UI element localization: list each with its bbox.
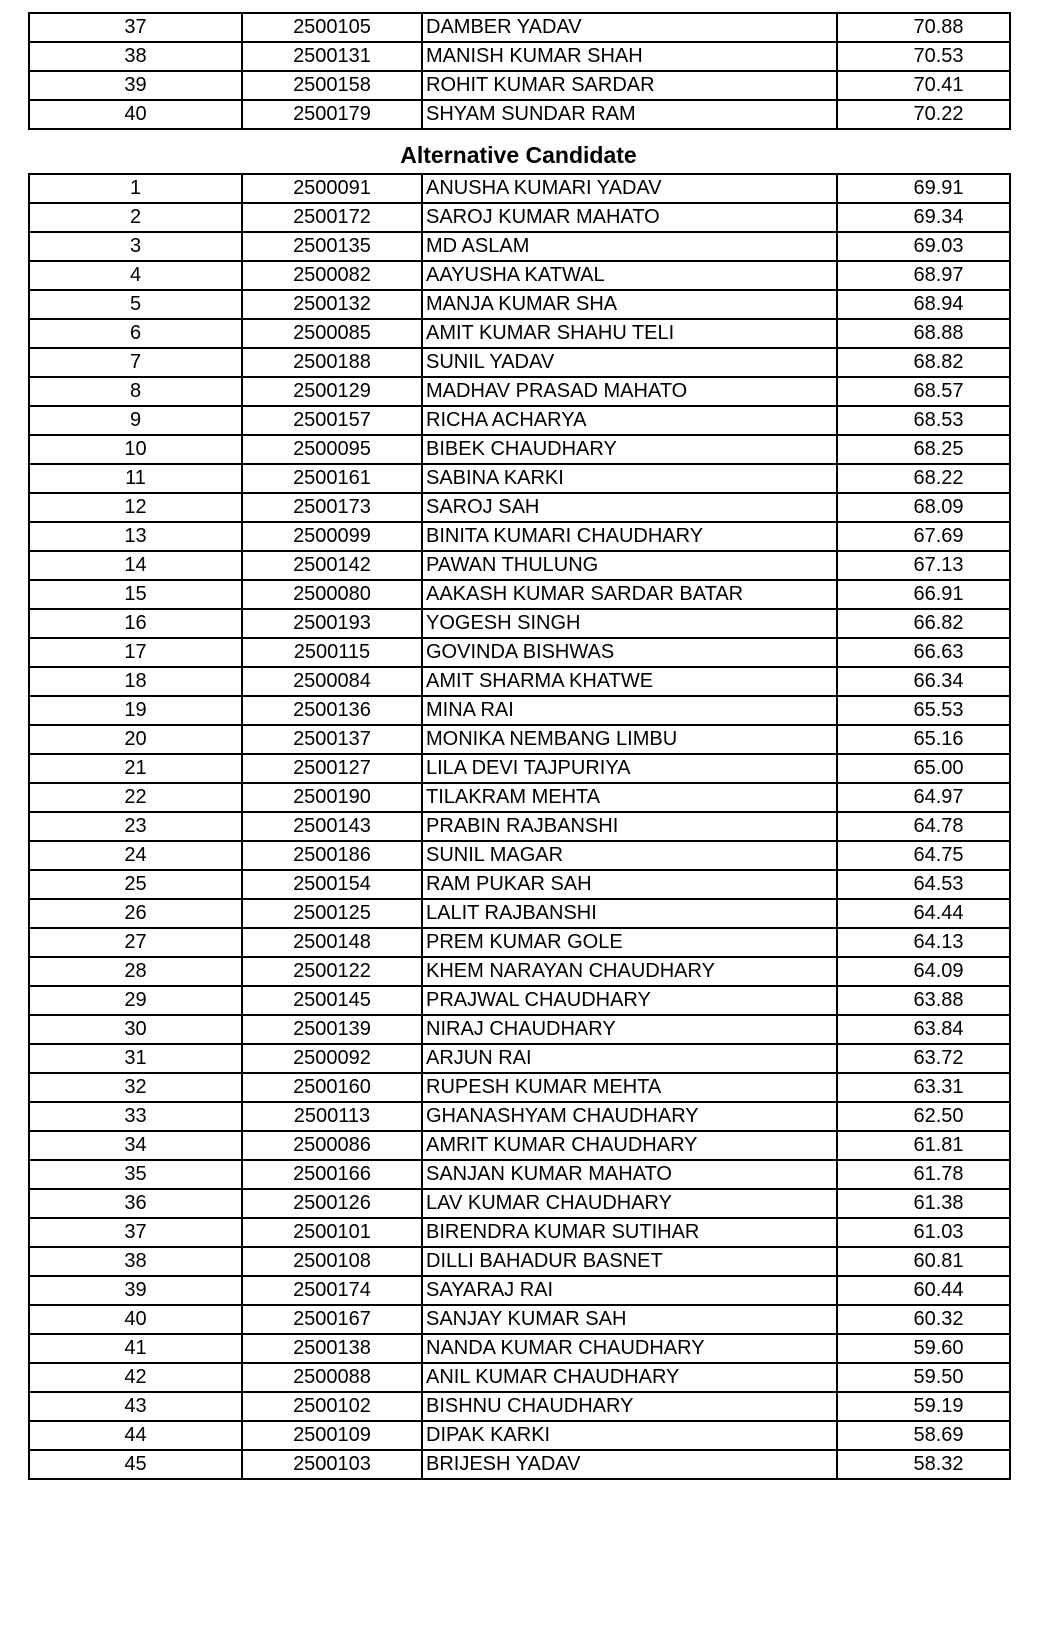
candidate-name-cell: ANUSHA KUMARI YADAV [422, 174, 837, 203]
marks-cell: 67.13 [837, 551, 1010, 580]
roll-number-cell: 2500080 [242, 580, 422, 609]
table-row [29, 13, 1010, 42]
candidate-name-cell: BINITA KUMARI CHAUDHARY [422, 522, 837, 551]
marks-cell: 66.34 [837, 667, 1010, 696]
table-row [29, 290, 1010, 319]
serial-number-cell: 16 [29, 609, 242, 638]
candidate-name-cell: AAYUSHA KATWAL [422, 261, 837, 290]
serial-number-cell: 20 [29, 725, 242, 754]
marks-cell: 63.84 [837, 1015, 1010, 1044]
candidate-name-cell: RUPESH KUMAR MEHTA [422, 1073, 837, 1102]
candidate-name-cell: MD ASLAM [422, 232, 837, 261]
candidate-name-cell: BIRENDRA KUMAR SUTIHAR [422, 1218, 837, 1247]
roll-number-cell: 2500186 [242, 841, 422, 870]
serial-number-cell: 35 [29, 1160, 242, 1189]
serial-number-cell: 22 [29, 783, 242, 812]
marks-cell: 58.32 [837, 1450, 1010, 1479]
table-row [29, 1363, 1010, 1392]
roll-number-cell: 2500142 [242, 551, 422, 580]
marks-cell: 64.53 [837, 870, 1010, 899]
marks-cell: 68.97 [837, 261, 1010, 290]
roll-number-cell: 2500157 [242, 406, 422, 435]
candidate-name-cell: SUNIL MAGAR [422, 841, 837, 870]
roll-number-cell: 2500113 [242, 1102, 422, 1131]
table-row [29, 1218, 1010, 1247]
serial-number-cell: 40 [29, 1305, 242, 1334]
marks-cell: 69.34 [837, 203, 1010, 232]
marks-cell: 64.97 [837, 783, 1010, 812]
candidate-name-cell: BRIJESH YADAV [422, 1450, 837, 1479]
marks-cell: 66.82 [837, 609, 1010, 638]
marks-cell: 66.63 [837, 638, 1010, 667]
roll-number-cell: 2500136 [242, 696, 422, 725]
marks-cell: 65.00 [837, 754, 1010, 783]
roll-number-cell: 2500154 [242, 870, 422, 899]
table-row [29, 957, 1010, 986]
marks-cell: 63.72 [837, 1044, 1010, 1073]
candidate-name-cell: SUNIL YADAV [422, 348, 837, 377]
serial-number-cell: 38 [29, 42, 242, 71]
serial-number-cell: 18 [29, 667, 242, 696]
alternative-candidates-body [29, 174, 1010, 1479]
serial-number-cell: 24 [29, 841, 242, 870]
marks-cell: 70.41 [837, 71, 1010, 100]
serial-number-cell: 37 [29, 1218, 242, 1247]
roll-number-cell: 2500129 [242, 377, 422, 406]
table-row [29, 1305, 1010, 1334]
marks-cell: 68.22 [837, 464, 1010, 493]
candidate-name-cell: NIRAJ CHAUDHARY [422, 1015, 837, 1044]
table-row [29, 870, 1010, 899]
serial-number-cell: 25 [29, 870, 242, 899]
roll-number-cell: 2500091 [242, 174, 422, 203]
table-row [29, 377, 1010, 406]
marks-cell: 61.81 [837, 1131, 1010, 1160]
roll-number-cell: 2500135 [242, 232, 422, 261]
marks-cell: 63.88 [837, 986, 1010, 1015]
table-row [29, 1131, 1010, 1160]
candidate-name-cell: MANISH KUMAR SHAH [422, 42, 837, 71]
candidate-name-cell: BISHNU CHAUDHARY [422, 1392, 837, 1421]
marks-cell: 58.69 [837, 1421, 1010, 1450]
table-row [29, 609, 1010, 638]
roll-number-cell: 2500137 [242, 725, 422, 754]
selected-candidates-body [29, 13, 1010, 129]
serial-number-cell: 36 [29, 1189, 242, 1218]
table-row [29, 928, 1010, 957]
marks-cell: 60.44 [837, 1276, 1010, 1305]
candidate-name-cell: PRAJWAL CHAUDHARY [422, 986, 837, 1015]
serial-number-cell: 10 [29, 435, 242, 464]
table-row [29, 1334, 1010, 1363]
table-row [29, 638, 1010, 667]
table-row [29, 667, 1010, 696]
roll-number-cell: 2500108 [242, 1247, 422, 1276]
roll-number-cell: 2500179 [242, 100, 422, 129]
candidate-name-cell: KHEM NARAYAN CHAUDHARY [422, 957, 837, 986]
table-row [29, 174, 1010, 203]
table-row [29, 100, 1010, 129]
candidate-name-cell: LAV KUMAR CHAUDHARY [422, 1189, 837, 1218]
candidate-name-cell: MONIKA NEMBANG LIMBU [422, 725, 837, 754]
serial-number-cell: 12 [29, 493, 242, 522]
roll-number-cell: 2500126 [242, 1189, 422, 1218]
serial-number-cell: 28 [29, 957, 242, 986]
table-row [29, 899, 1010, 928]
roll-number-cell: 2500103 [242, 1450, 422, 1479]
marks-cell: 64.75 [837, 841, 1010, 870]
table-row [29, 1247, 1010, 1276]
candidate-name-cell: MINA RAI [422, 696, 837, 725]
marks-cell: 68.53 [837, 406, 1010, 435]
table-row [29, 783, 1010, 812]
serial-number-cell: 43 [29, 1392, 242, 1421]
table-row [29, 754, 1010, 783]
candidate-name-cell: YOGESH SINGH [422, 609, 837, 638]
roll-number-cell: 2500127 [242, 754, 422, 783]
candidate-name-cell: AMIT KUMAR SHAHU TELI [422, 319, 837, 348]
serial-number-cell: 19 [29, 696, 242, 725]
candidate-name-cell: GHANASHYAM CHAUDHARY [422, 1102, 837, 1131]
roll-number-cell: 2500105 [242, 13, 422, 42]
roll-number-cell: 2500109 [242, 1421, 422, 1450]
marks-cell: 70.53 [837, 42, 1010, 71]
serial-number-cell: 2 [29, 203, 242, 232]
candidate-name-cell: ROHIT KUMAR SARDAR [422, 71, 837, 100]
serial-number-cell: 14 [29, 551, 242, 580]
alternative-candidate-heading: Alternative Candidate [400, 142, 637, 168]
table-row [29, 1102, 1010, 1131]
roll-number-cell: 2500085 [242, 319, 422, 348]
candidate-name-cell: DIPAK KARKI [422, 1421, 837, 1450]
marks-cell: 68.88 [837, 319, 1010, 348]
table-row [29, 203, 1010, 232]
candidate-name-cell: PREM KUMAR GOLE [422, 928, 837, 957]
serial-number-cell: 15 [29, 580, 242, 609]
marks-cell: 59.50 [837, 1363, 1010, 1392]
table-row [29, 1160, 1010, 1189]
serial-number-cell: 40 [29, 100, 242, 129]
candidate-name-cell: DILLI BAHADUR BASNET [422, 1247, 837, 1276]
serial-number-cell: 41 [29, 1334, 242, 1363]
roll-number-cell: 2500145 [242, 986, 422, 1015]
table-row [29, 348, 1010, 377]
selected-candidates-table [28, 12, 1011, 130]
serial-number-cell: 17 [29, 638, 242, 667]
table-row [29, 406, 1010, 435]
roll-number-cell: 2500190 [242, 783, 422, 812]
table-row [29, 725, 1010, 754]
marks-cell: 63.31 [837, 1073, 1010, 1102]
table-row [29, 551, 1010, 580]
serial-number-cell: 37 [29, 13, 242, 42]
candidate-name-cell: SAYARAJ RAI [422, 1276, 837, 1305]
roll-number-cell: 2500099 [242, 522, 422, 551]
table-row [29, 986, 1010, 1015]
marks-cell: 68.09 [837, 493, 1010, 522]
candidate-name-cell: MANJA KUMAR SHA [422, 290, 837, 319]
candidate-name-cell: AMIT SHARMA KHATWE [422, 667, 837, 696]
table-row [29, 696, 1010, 725]
marks-cell: 59.60 [837, 1334, 1010, 1363]
candidate-name-cell: SANJAY KUMAR SAH [422, 1305, 837, 1334]
candidate-name-cell: ANIL KUMAR CHAUDHARY [422, 1363, 837, 1392]
serial-number-cell: 39 [29, 1276, 242, 1305]
marks-cell: 64.78 [837, 812, 1010, 841]
marks-cell: 65.16 [837, 725, 1010, 754]
roll-number-cell: 2500101 [242, 1218, 422, 1247]
roll-number-cell: 2500173 [242, 493, 422, 522]
serial-number-cell: 21 [29, 754, 242, 783]
candidate-name-cell: SAROJ KUMAR MAHATO [422, 203, 837, 232]
roll-number-cell: 2500158 [242, 71, 422, 100]
roll-number-cell: 2500148 [242, 928, 422, 957]
roll-number-cell: 2500188 [242, 348, 422, 377]
marks-cell: 70.88 [837, 13, 1010, 42]
table-row [29, 71, 1010, 100]
marks-cell: 68.25 [837, 435, 1010, 464]
serial-number-cell: 45 [29, 1450, 242, 1479]
table-row [29, 580, 1010, 609]
table-row [29, 1073, 1010, 1102]
candidate-name-cell: PRABIN RAJBANSHI [422, 812, 837, 841]
roll-number-cell: 2500125 [242, 899, 422, 928]
serial-number-cell: 13 [29, 522, 242, 551]
candidate-name-cell: NANDA KUMAR CHAUDHARY [422, 1334, 837, 1363]
marks-cell: 66.91 [837, 580, 1010, 609]
candidate-name-cell: BIBEK CHAUDHARY [422, 435, 837, 464]
table-row [29, 1450, 1010, 1479]
marks-cell: 60.32 [837, 1305, 1010, 1334]
serial-number-cell: 26 [29, 899, 242, 928]
marks-cell: 65.53 [837, 696, 1010, 725]
table-row [29, 464, 1010, 493]
serial-number-cell: 44 [29, 1421, 242, 1450]
table-row [29, 1276, 1010, 1305]
roll-number-cell: 2500166 [242, 1160, 422, 1189]
table-row [29, 1392, 1010, 1421]
candidate-name-cell: GOVINDA BISHWAS [422, 638, 837, 667]
roll-number-cell: 2500161 [242, 464, 422, 493]
marks-cell: 68.94 [837, 290, 1010, 319]
roll-number-cell: 2500193 [242, 609, 422, 638]
roll-number-cell: 2500143 [242, 812, 422, 841]
roll-number-cell: 2500082 [242, 261, 422, 290]
serial-number-cell: 5 [29, 290, 242, 319]
serial-number-cell: 8 [29, 377, 242, 406]
serial-number-cell: 3 [29, 232, 242, 261]
candidate-name-cell: SHYAM SUNDAR RAM [422, 100, 837, 129]
candidate-name-cell: MADHAV PRASAD MAHATO [422, 377, 837, 406]
marks-cell: 60.81 [837, 1247, 1010, 1276]
candidate-name-cell: AAKASH KUMAR SARDAR BATAR [422, 580, 837, 609]
candidate-name-cell: DAMBER YADAV [422, 13, 837, 42]
marks-cell: 59.19 [837, 1392, 1010, 1421]
table-row [29, 812, 1010, 841]
candidate-name-cell: RICHA ACHARYA [422, 406, 837, 435]
table-row [29, 522, 1010, 551]
marks-cell: 70.22 [837, 100, 1010, 129]
roll-number-cell: 2500086 [242, 1131, 422, 1160]
marks-cell: 64.13 [837, 928, 1010, 957]
marks-cell: 67.69 [837, 522, 1010, 551]
serial-number-cell: 23 [29, 812, 242, 841]
table-row [29, 1421, 1010, 1450]
candidate-name-cell: SAROJ SAH [422, 493, 837, 522]
table-row [29, 493, 1010, 522]
serial-number-cell: 33 [29, 1102, 242, 1131]
serial-number-cell: 38 [29, 1247, 242, 1276]
alternative-candidates-table [28, 173, 1011, 1480]
candidate-name-cell: TILAKRAM MEHTA [422, 783, 837, 812]
roll-number-cell: 2500167 [242, 1305, 422, 1334]
serial-number-cell: 31 [29, 1044, 242, 1073]
serial-number-cell: 27 [29, 928, 242, 957]
candidate-name-cell: PAWAN THULUNG [422, 551, 837, 580]
roll-number-cell: 2500174 [242, 1276, 422, 1305]
marks-cell: 64.09 [837, 957, 1010, 986]
marks-cell: 62.50 [837, 1102, 1010, 1131]
table-row [29, 435, 1010, 464]
marks-cell: 68.82 [837, 348, 1010, 377]
table-row [29, 1015, 1010, 1044]
serial-number-cell: 34 [29, 1131, 242, 1160]
roll-number-cell: 2500138 [242, 1334, 422, 1363]
roll-number-cell: 2500160 [242, 1073, 422, 1102]
roll-number-cell: 2500115 [242, 638, 422, 667]
table-row [29, 232, 1010, 261]
table-row [29, 319, 1010, 348]
serial-number-cell: 9 [29, 406, 242, 435]
serial-number-cell: 29 [29, 986, 242, 1015]
marks-cell: 61.78 [837, 1160, 1010, 1189]
roll-number-cell: 2500131 [242, 42, 422, 71]
candidate-name-cell: LALIT RAJBANSHI [422, 899, 837, 928]
candidate-name-cell: SABINA KARKI [422, 464, 837, 493]
serial-number-cell: 32 [29, 1073, 242, 1102]
marks-cell: 69.03 [837, 232, 1010, 261]
roll-number-cell: 2500139 [242, 1015, 422, 1044]
marks-cell: 68.57 [837, 377, 1010, 406]
serial-number-cell: 6 [29, 319, 242, 348]
serial-number-cell: 30 [29, 1015, 242, 1044]
roll-number-cell: 2500095 [242, 435, 422, 464]
serial-number-cell: 7 [29, 348, 242, 377]
marks-cell: 61.38 [837, 1189, 1010, 1218]
candidate-name-cell: RAM PUKAR SAH [422, 870, 837, 899]
serial-number-cell: 42 [29, 1363, 242, 1392]
serial-number-cell: 1 [29, 174, 242, 203]
roll-number-cell: 2500132 [242, 290, 422, 319]
table-row [29, 841, 1010, 870]
candidate-name-cell: SANJAN KUMAR MAHATO [422, 1160, 837, 1189]
marks-cell: 64.44 [837, 899, 1010, 928]
roll-number-cell: 2500122 [242, 957, 422, 986]
candidate-name-cell: AMRIT KUMAR CHAUDHARY [422, 1131, 837, 1160]
roll-number-cell: 2500084 [242, 667, 422, 696]
candidate-name-cell: LILA DEVI TAJPURIYA [422, 754, 837, 783]
roll-number-cell: 2500102 [242, 1392, 422, 1421]
candidate-name-cell: ARJUN RAI [422, 1044, 837, 1073]
roll-number-cell: 2500092 [242, 1044, 422, 1073]
roll-number-cell: 2500088 [242, 1363, 422, 1392]
serial-number-cell: 4 [29, 261, 242, 290]
marks-cell: 61.03 [837, 1218, 1010, 1247]
table-row [29, 1189, 1010, 1218]
serial-number-cell: 11 [29, 464, 242, 493]
table-row [29, 1044, 1010, 1073]
roll-number-cell: 2500172 [242, 203, 422, 232]
table-row [29, 42, 1010, 71]
marks-cell: 69.91 [837, 174, 1010, 203]
serial-number-cell: 39 [29, 71, 242, 100]
table-row [29, 261, 1010, 290]
